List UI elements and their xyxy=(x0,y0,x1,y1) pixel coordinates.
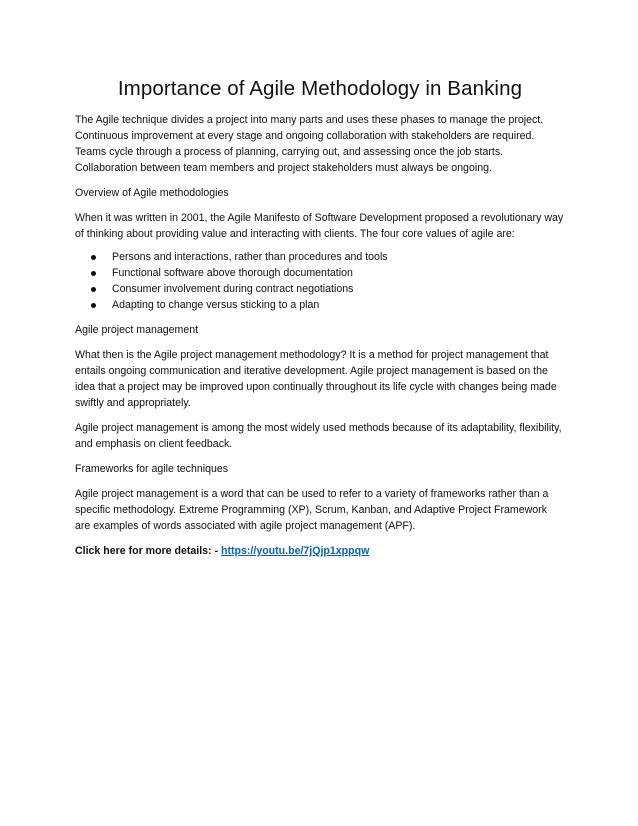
overview-heading: Overview of Agile methodologies xyxy=(75,187,229,199)
bullet-icon xyxy=(91,255,96,260)
frameworks-heading: Frameworks for agile techniques xyxy=(75,463,229,475)
apm-heading: Agile project management xyxy=(75,324,199,336)
list-item xyxy=(75,281,565,297)
intro-paragraph: The Agile technique divides a project into many parts and uses these phases to manage the project. Continuous improvement at every stage and ongoing collaboration with stakeholders are required. Teams cycle through a process of planning, carrying out, and assessing once the job starts. Collaboration between team members and project stakeholders must always be ongoing. xyxy=(75,114,544,174)
list-item-text: Functional software above thorough documentation xyxy=(112,267,353,279)
list-item-text: Adapting to change versus sticking to a plan xyxy=(112,299,320,311)
list-item-text: Persons and interactions, rather than procedures and tools xyxy=(112,251,388,263)
document-title: Importance of Agile Methodology in Banking xyxy=(117,77,523,100)
list-item xyxy=(75,249,565,265)
list-item xyxy=(75,265,565,281)
agile-values-list xyxy=(75,249,565,313)
list-item-text: Consumer involvement during contract negotiations xyxy=(112,283,354,295)
details-label: Click here for more details: - xyxy=(75,545,222,557)
frameworks-paragraph: Agile project management is a word that can be used to refer to a variety of frameworks rather than a specific methodology. Extreme Programming (XP), Scrum, Kanban, and Adaptive Project Framework are examples of words associated with agile project management (APF). xyxy=(75,488,549,532)
apm-paragraph-1: What then is the Agile project management methodology? It is a method for project management that entails ongoing communication and iterative development. Agile project management is based on the idea that a project may be improved upon continually throughout its life cycle with changes being made swiftly and appropriately. xyxy=(75,349,557,409)
bullet-icon xyxy=(91,271,96,276)
document-page xyxy=(75,76,565,559)
details-link[interactable]: https://youtu.be/7jQjp1xppqw xyxy=(221,545,370,557)
list-item xyxy=(75,297,565,313)
bullet-icon xyxy=(91,303,96,308)
apm-paragraph-2: Agile project management is among the most widely used methods because of its adaptability, flexibility, and emphasis on client feedback. xyxy=(75,422,562,450)
overview-paragraph: When it was written in 2001, the Agile Manifesto of Software Development proposed a revolutionary way of thinking about providing value and interacting with clients. The four core values of agile are: xyxy=(75,212,564,240)
bullet-icon xyxy=(91,287,96,292)
details-line xyxy=(75,543,565,559)
